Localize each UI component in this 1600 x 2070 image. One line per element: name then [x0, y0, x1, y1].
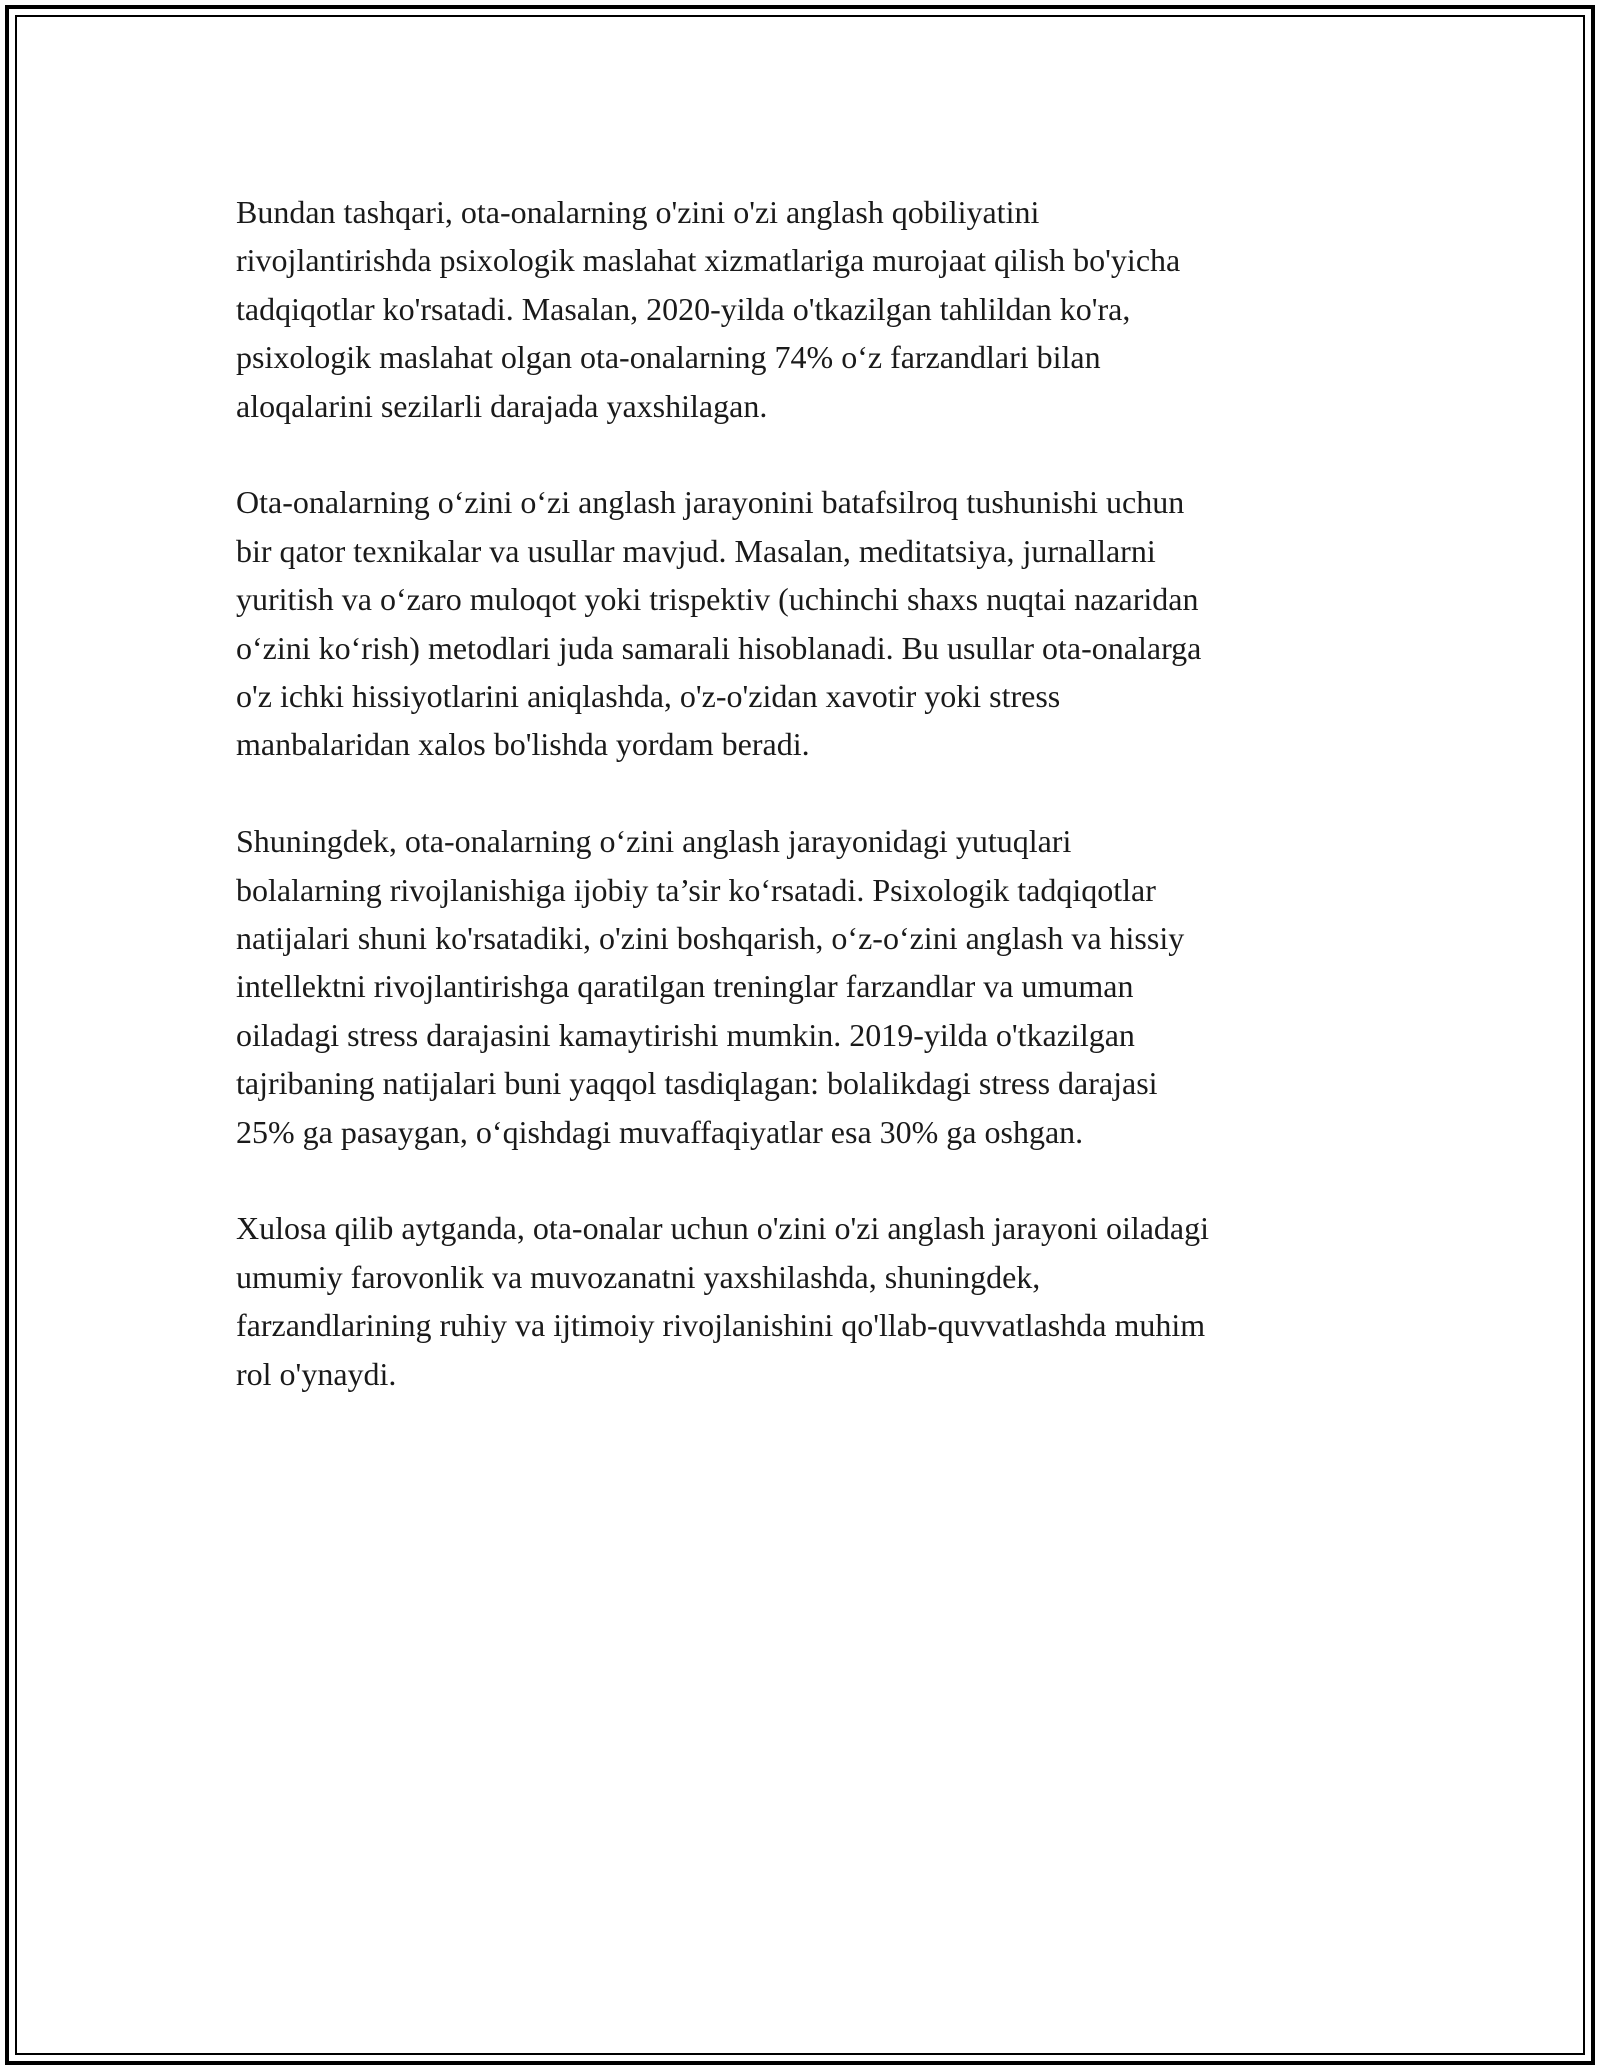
text-line: intellektni rivojlantirishga qaratilgan treninglar farzandlar va umuman: [236, 968, 1134, 1005]
text-line: rol o'ynaydi.: [236, 1355, 397, 1392]
text-line: Bundan tashqari, ota-onalarning o'zini o'zi anglash qobiliyatini: [236, 194, 1040, 230]
text-line: bolalarning rivojlanishiga ijobiy ta’sir ko‘rsatadi. Psixologik tadqiqotlar: [236, 871, 1156, 908]
paragraph-3: [236, 817, 1376, 1156]
text-line: psixologik maslahat olgan ota-onalarning 74% o‘z farzandlari bilan: [236, 339, 1101, 376]
text-line: o'z ichki hissiyotlarini aniqlashda, o'z-o'zidan xavotir yoki stress: [236, 678, 1061, 715]
paragraph-1: [236, 188, 1376, 430]
text-line: Xulosa qilib aytganda, ota-onalar uchun o'zini o'zi anglash jarayoni oiladagi: [236, 1210, 1210, 1247]
text-line: rivojlantirishda psixologik maslahat xizmatlariga murojaat qilish bo'yicha: [236, 242, 1181, 279]
text-line: o‘zini ko‘rish) metodlari juda samarali hisoblanadi. Bu usullar ota-onalarga: [236, 629, 1202, 666]
text-line: Shuningdek, ota-onalarning o‘zini anglash jarayonidagi yutuqlari: [236, 823, 1072, 860]
text-line: 25% ga pasaygan, o‘qishdagi muvaffaqiyatlar esa 30% ga oshgan.: [236, 1113, 1084, 1150]
text-line: tadqiqotlar ko'rsatadi. Masalan, 2020-yilda o'tkazilgan tahlildan ko'ra,: [236, 290, 1131, 327]
text-line: aloqalarini sezilarli darajada yaxshilagan.: [236, 387, 768, 424]
text-line: farzandlarining ruhiy va ijtimoiy rivojlanishini qo'llab-quvvatlashda muhim: [236, 1307, 1206, 1344]
text-line: umumiy farovonlik va muvozanatni yaxshilashda, shuningdek,: [236, 1258, 1041, 1295]
paragraph-2: [236, 478, 1376, 768]
text-line: yuritish va o‘zaro muloqot yoki trispektiv (uchinchi shaxs nuqtai nazaridan: [236, 581, 1199, 618]
text-line: oiladagi stress darajasini kamaytirishi mumkin. 2019-yilda o'tkazilgan: [236, 1016, 1135, 1053]
text-line: Ota-onalarning o‘zini o‘zi anglash jarayonini batafsilroq tushunishi uchun: [236, 484, 1185, 521]
text-line: bir qator texnikalar va usullar mavjud. Masalan, meditatsiya, jurnallarni: [236, 532, 1156, 569]
paragraph-4: [236, 1204, 1376, 1398]
text-line: tajribaning natijalari buni yaqqol tasdiqlagan: bolalikdagi stress darajasi: [236, 1065, 1158, 1102]
text-line: natijalari shuni ko'rsatadiki, o'zini boshqarish, o‘z-o‘zini anglash va hissiy: [236, 920, 1185, 957]
text-line: manbalaridan xalos bo'lishda yordam beradi.: [236, 726, 810, 763]
document-body: [236, 188, 1376, 1447]
